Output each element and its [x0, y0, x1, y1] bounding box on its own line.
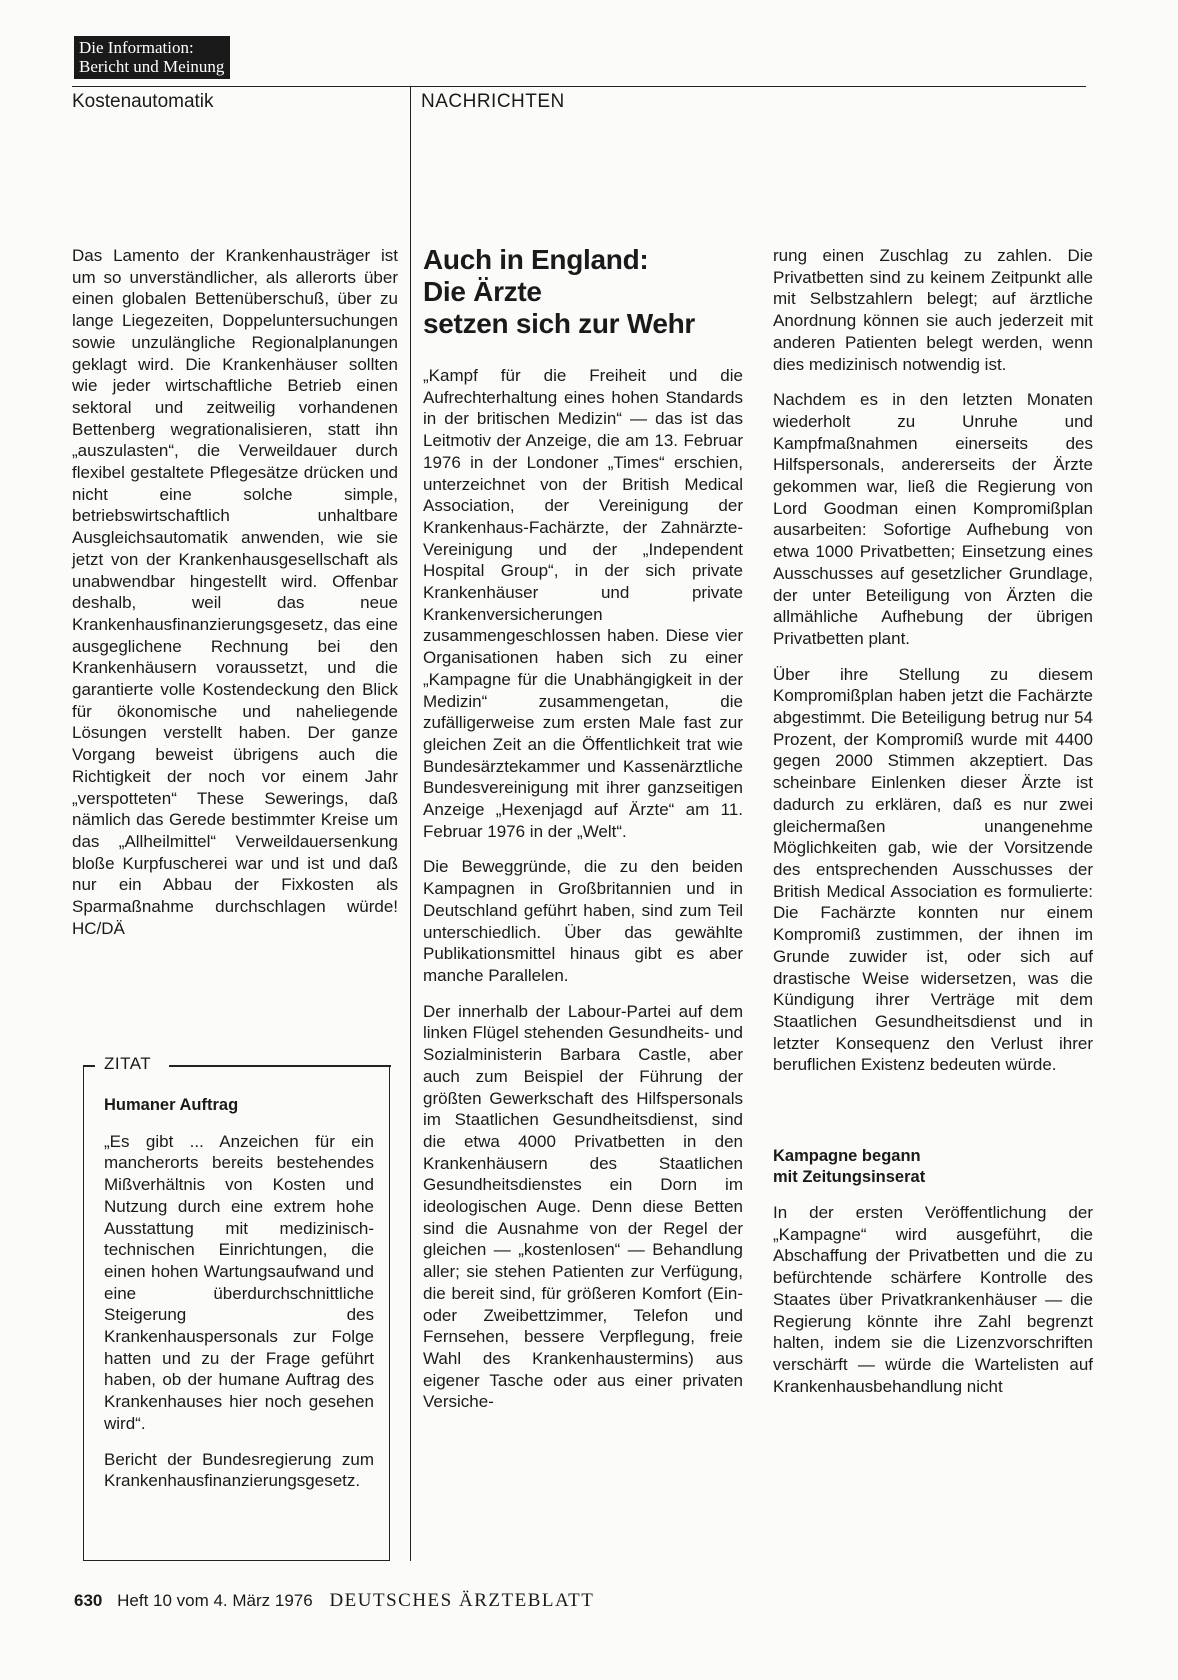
article-headline — [423, 244, 743, 340]
page-footer — [74, 1590, 594, 1612]
article-paragraph: In der ersten Veröffentlichung der „Kampagne“ wird ausgeführt, die Abschaffung der Privatbetten und die zu befürchtende schärfere Kontrolle des Staates über Privatkrankenhäuser — die Regierung könnte ihre Zahl begrenzt halten, indem sie die Lizenzvorschriften verschärft — würde die Wartelisten auf Krankenhausbehandlung nicht — [773, 1203, 1093, 1396]
quote-box-rule — [83, 1065, 95, 1067]
section-tag-line-1: Die Information: — [79, 38, 194, 57]
quote-title: Humaner Auftrag — [104, 1096, 239, 1114]
article-paragraph: Die Beweggründe, die zu den beiden Kampagnen in Großbritannien und in Deutschland geführt haben, sind zum Teil unterschiedlich. Über das gewählte Publikationsmittel hinaus gibt es aber manche Parallelen. — [423, 857, 743, 985]
article-paragraph: Der innerhalb der Labour-Partei auf dem linken Flügel stehenden Gesundheits- und Sozialministerin Barbara Castle, aber auch zum Beispiel der Führung der größten Gewerkschaft des Hilfspersonals im Staatlichen Gesundheitsdienst, sind die etwa 4000 Privatbetten in den Krankenhäusern des Staatlichen Gesundheitsdienstes ein Dorn im ideologischen Auge. Denn diese Betten sind die Ausnahme von der Regel der gleichen — „kostenlosen“ — Behandlung aller; sie stehen Patienten zur Verfügung, die bereit sind, für größeren Komfort (Ein- oder Zweibettzimmer, Telefon und Fernsehen, bessere Verpflegung, freie Wahl des Krankenhaustermins) aus eigener Tasche oder aus einer privaten Versiche- — [423, 1001, 743, 1412]
article-paragraph: Nachdem es in den letzten Monaten wiederholt zu Unruhe und Kampfmaßnahmen einerseits des Hilfspersonals, andererseits der Ärzte gekommen war, ließ die Regierung von Lord Goodman einen Kompromißplan ausarbeiten: Sofortige Aufhebung von etwa 1000 Privatbetten; Einsetzung eines Ausschusses auf gesetzlicher Grundlage, der unter Beteiligung von Ärzten die allmähliche Aufhebung der übrigen Privatbetten plant. — [773, 390, 1093, 648]
subheading-line-2: mit Zeitungsinserat — [773, 1168, 926, 1187]
column-divider — [410, 86, 411, 1561]
article-paragraph: Über ihre Stellung zu diesem Kompromißplan haben jetzt die Fachärzte abgestimmt. Die Beteiligung betrug nur 54 Prozent, der Kompromiß wurde mit 4400 gegen 2000 Stimmen akzeptiert. Das scheinbare Einlenken dieser Ärzte ist dadurch zu erklären, daß es nur zwei gleichermaßen unangenehme Möglichkeiten gab, wie der Vorsitzende des entsprechenden Ausschusses der British Medical Association es formulierte: Die Fachärzte konnten nur einem Kompromiß zustimmen, der ihnen im Grunde zuwider ist, oder sich auf drastische Weise widersetzen, was die Kündigung ihrer Verträge mit dem Staatlichen Gesundheitsdienst und in letzter Konsequenz den Verlust ihrer beruflichen Existenz bedeuten würde. — [773, 664, 1093, 1075]
quote-text: „Es gibt ... Anzeichen für ein mancherorts bereits bestehendes Mißverhältnis von Kosten und Nutzung durch eine extrem hohe Ausstattung mit medizinisch-technischen Einrichtungen, die einen hohen Wartungsaufwand und eine überdurchschnittliche Steigerung des Krankenhauspersonals zur Folge hatten und zu der Frage geführt haben, ob der humane Auftrag des Krankenhauses hier noch gesehen wird“. — [104, 1131, 374, 1433]
quote-content — [104, 1095, 374, 1506]
article-subheading — [773, 1146, 1093, 1188]
quote-box — [83, 1054, 390, 1561]
page-number: 630 — [74, 1591, 103, 1610]
rubric-left: Kostenautomatik — [72, 91, 214, 112]
section-tag-line-2: Bericht und Meinung — [79, 57, 225, 76]
section-tag — [74, 36, 230, 79]
headline-line-2: Die Ärzte — [423, 276, 542, 307]
left-article-body: Das Lamento der Krankenhausträger ist um so unverständlicher, als allerorts über einen globalen Bettenüberschuß, über zu lange Liegezeiten, Doppeluntersuchungen sowie unzulängliche Regionalplanungen geklagt wird. Die Krankenhäuser sollten wie jeder wirtschaftliche Betrieb einen sektoral und zeitweilig vorhandenen Bettenberg wegrationalisieren, statt ihn „auszulasten“, die Verweildauer durch flexibel gestaltete Pflegesätze drücken und nicht eine solche simple, betriebswirtschaftlich unhaltbare Ausgleichsautomatik anwenden, wie sie jetzt von der Krankenhausgesellschaft als unabwendbar hingestellt wird. Offenbar deshalb, weil das neue Krankenhausfinanzierungsgesetz, das eine ausgeglichene Rechnung bei den Krankenhäusern voraussetzt, und die garantierte volle Kostendeckung den Blick für ökonomische und naheliegende Lösungen verstellt haben. Der ganze Vorgang beweist übrigens auch die Richtigkeit der noch vor einem Jahr „verspotteten“ These Sewerings, daß nämlich das Gerede bestimmter Kreise um das „Allheilmittel“ Verweildauersenkung bloße Kurpfuscherei war und ist und daß nur ein Abbau der Fixkosten als Sparmaßnahme durchschlagen würde! HC/DÄ — [72, 246, 398, 938]
rubric-right: NACHRICHTEN — [421, 91, 565, 112]
quote-source: Bericht der Bundesregierung zum Krankenhausfinanzierungsgesetz. — [104, 1449, 374, 1491]
headline-line-3: setzen sich zur Wehr — [423, 308, 696, 339]
main-article-column-1 — [423, 365, 743, 1427]
main-article-column-2 — [773, 245, 1093, 1411]
issue-info: Heft 10 vom 4. März 1976 — [117, 1591, 313, 1610]
headline-line-1: Auch in England: — [423, 244, 649, 275]
top-rule — [72, 86, 1086, 87]
left-article — [72, 245, 398, 954]
quote-box-rule — [169, 1065, 391, 1067]
article-paragraph: „Kampf für die Freiheit und die Aufrechterhaltung eines hohen Standards in der britischen Medizin“ — das ist das Leitmotiv der Anzeige, die am 13. Februar 1976 in der Londoner „Times“ erschien, unterzeichnet von der British Medical Association, der Vereinigung der Krankenhaus-Fachärzte, der Zahnärzte-Vereinigung und der „Independent Hospital Group“, in der sich private Krankenhäuser und private Krankenversicherungen zusammengeschlossen haben. Diese vier Organisationen haben sich zu einer „Kampagne für die Unabhängigkeit in der Medizin“ zusammengetan, die zufälligerweise zum ersten Male fast zur gleichen Zeit an die Öffentlichkeit trat wie Bundesärztekammer und Kassenärztliche Bundesvereinigung mit ihrer ganzseitigen Anzeige „Hexenjagd auf Ärzte“ am 11. Februar 1976 in der „Welt“. — [423, 366, 743, 841]
quote-label: ZITAT — [104, 1054, 152, 1073]
article-paragraph: rung einen Zuschlag zu zahlen. Die Privatbetten sind zu keinem Zeitpunkt alle mit Selbstzahlern belegt; auf ärztliche Anordnung können sie auch jederzeit mit anderen Patienten belegt werden, wenn dies medizinisch notwendig ist. — [773, 246, 1093, 374]
subheading-line-1: Kampagne begann — [773, 1147, 921, 1166]
journal-title: DEUTSCHES ÄRZTEBLATT — [329, 1590, 595, 1611]
